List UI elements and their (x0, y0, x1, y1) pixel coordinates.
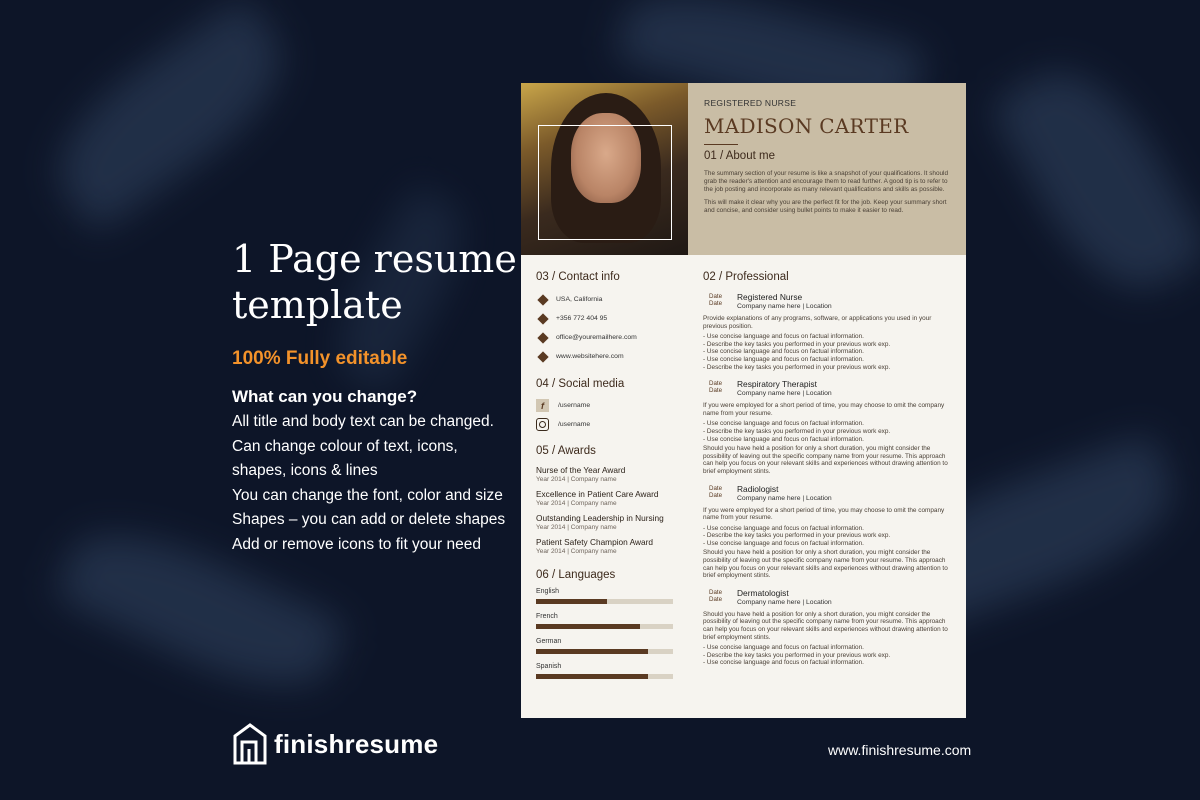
profile-photo (521, 83, 688, 255)
about-heading: 01 / About me (704, 150, 775, 162)
job-date: Date (709, 588, 723, 596)
job-bullet: - Use concise language and focus on factual information. (703, 355, 864, 363)
job-role: Registered Nurse (737, 292, 803, 302)
promo-panel (232, 236, 522, 557)
contact-phone (536, 309, 681, 328)
language-name: Spanish (536, 663, 562, 670)
social-list (536, 396, 681, 434)
award-item (536, 465, 681, 483)
job-bullet: - Use concise language and focus on factual information. (703, 420, 864, 428)
contact-heading: 03 / Contact info (536, 271, 620, 283)
job-entry (703, 379, 953, 475)
feature-item: shapes, icons & lines (232, 462, 378, 479)
language-item (536, 638, 681, 654)
awards-heading: 05 / Awards (536, 445, 596, 457)
job-bullets (703, 420, 953, 443)
award-name: Excellence in Patient Care Award (536, 489, 659, 499)
language-bar-fill (536, 599, 607, 604)
award-meta: Year 2014 | Company name (536, 476, 617, 483)
contact-website (536, 347, 681, 366)
diamond-bullet-icon (537, 332, 548, 343)
job-description: If you were employed for a short period of time, you may choose to omit the company name from your resume. (703, 506, 945, 522)
award-meta: Year 2014 | Company name (536, 548, 617, 555)
job-dates (703, 485, 737, 502)
finishresume-logo-icon (232, 722, 268, 766)
job-dates (703, 380, 737, 397)
job-date: Date (709, 380, 723, 388)
job-bullet: - Describe the key tasks you performed in your previous work exp. (703, 427, 891, 435)
award-item (536, 537, 681, 555)
job-date: Date (709, 293, 723, 300)
award-meta: Year 2014 | Company name (536, 524, 617, 531)
job-bullets (703, 525, 953, 548)
job-company: Company name here | Location (737, 494, 832, 502)
award-item (536, 513, 681, 531)
social-instagram (536, 415, 681, 434)
contact-text: USA, California (556, 296, 603, 303)
language-item (536, 663, 681, 679)
right-column (703, 271, 953, 667)
awards-list (536, 465, 681, 555)
about-text (704, 170, 954, 215)
award-meta: Year 2014 | Company name (536, 500, 617, 507)
social-heading: 04 / Social media (536, 378, 625, 390)
jobs-list (703, 292, 953, 667)
job-company: Company name here | Location (737, 303, 832, 310)
award-name: Nurse of the Year Award (536, 465, 626, 475)
job-date: Date (709, 300, 723, 308)
brand-name: finishresume (274, 728, 439, 759)
resume-preview (521, 83, 966, 718)
social-facebook (536, 396, 681, 415)
left-column (536, 271, 681, 688)
social-handle: /username (558, 421, 591, 428)
professional-heading: 02 / Professional (703, 271, 789, 283)
job-bullet: - Use concise language and focus on factual information. (703, 644, 864, 652)
language-name: German (536, 638, 562, 645)
job-entry (703, 484, 953, 580)
features-list (232, 410, 522, 557)
job-bullet: - Describe the key tasks you performed in your previous work exp. (703, 363, 891, 371)
feature-item: All title and body text can be changed. (232, 413, 494, 430)
job-date: Date (709, 596, 723, 604)
website-link[interactable]: www.finishresume.com (828, 742, 972, 758)
job-bullets (703, 333, 953, 371)
languages-heading: 06 / Languages (536, 569, 616, 581)
job-bullet: - Use concise language and focus on factual information. (703, 659, 864, 667)
language-bar-fill (536, 674, 648, 679)
language-bar (536, 674, 673, 679)
full-name: MADISON CARTER (704, 114, 909, 138)
feature-item: Can change colour of text, icons, (232, 437, 458, 455)
feature-item: You can change the font, color and size (232, 486, 503, 504)
job-bullet: - Use concise language and focus on factual information. (703, 435, 864, 443)
photo-frame (538, 125, 672, 240)
job-entry (703, 588, 953, 667)
job-role: Radiologist (737, 483, 779, 494)
feature-item: Shapes – you can add or delete shapes (232, 511, 506, 528)
editable-badge: 100% Fully editable (232, 348, 408, 369)
instagram-icon (536, 418, 549, 431)
job-description: If you were employed for a short period of time, you may choose to omit the company name from your resume. (703, 402, 945, 417)
job-description: Provide explanations of any programs, software, or applications you used in your previous position. (703, 315, 932, 330)
job-bullet: - Describe the key tasks you performed in your previous work exp. (703, 532, 891, 540)
language-name: English (536, 588, 559, 595)
job-role: Dermatologist (737, 587, 789, 598)
contact-text: office@youremailhere.com (556, 334, 637, 341)
job-company: Company name here | Location (737, 598, 832, 606)
job-extra: Should you have held a position for only a short duration, you might consider the possibility of leaving out the specific company name from your resume. This approach can help you focus on your relevant skills and experiences without drawing attention to brief employment stints. (703, 445, 948, 475)
job-bullet: - Describe the key tasks you performed in your previous work exp. (703, 651, 891, 659)
award-item (536, 489, 681, 507)
award-name: Outstanding Leadership in Nursing (536, 513, 664, 523)
promo-title: 1 Page resume template (232, 237, 517, 327)
job-dates (703, 293, 737, 310)
job-bullets (703, 644, 953, 667)
languages-list (536, 588, 681, 679)
diamond-bullet-icon (537, 294, 548, 305)
job-dates (703, 589, 737, 606)
job-company: Company name here | Location (737, 390, 832, 398)
diamond-bullet-icon (537, 313, 548, 324)
language-bar (536, 649, 673, 654)
features-heading: What can you change? (232, 387, 418, 406)
language-bar-fill (536, 624, 640, 629)
job-date: Date (709, 387, 723, 395)
job-title: REGISTERED NURSE (704, 98, 797, 108)
award-name: Patient Safety Champion Award (536, 537, 653, 547)
job-bullet: - Use concise language and focus on factual information. (703, 348, 864, 356)
job-date: Date (709, 484, 723, 492)
language-item (536, 613, 681, 629)
language-bar-fill (536, 649, 648, 654)
feature-item: Add or remove icons to fit your need (232, 535, 481, 553)
name-divider (704, 144, 738, 145)
job-entry (703, 292, 953, 371)
language-name: French (536, 613, 558, 620)
diamond-bullet-icon (537, 351, 548, 362)
contact-text: +356 772 404 95 (556, 315, 608, 322)
about-paragraph: The summary section of your resume is like a snapshot of your qualifications. It should grab the reader's attention and encourage them to read further. A good tip is to refer to the job posting and incorporate as many relevant qualifications and skills as possible. (704, 170, 949, 193)
job-date: Date (709, 491, 723, 499)
contact-list (536, 290, 681, 366)
job-role: Respiratory Therapist (737, 379, 817, 390)
language-bar (536, 599, 673, 604)
brand (232, 722, 438, 766)
job-extra: Should you have held a position for only a short duration, you might consider the possibility of leaving out the specific company name from your resume. This approach can help you focus on your relevant skills and experiences without drawing attention to brief employment stints. (703, 549, 948, 580)
language-item (536, 588, 681, 604)
job-bullet: - Use concise language and focus on factual information. (703, 539, 864, 547)
header-text (704, 98, 954, 215)
contact-location (536, 290, 681, 309)
contact-text: www.websitehere.com (556, 353, 624, 360)
social-handle: /username (558, 402, 591, 409)
job-bullet: - Use concise language and focus on factual information. (703, 524, 864, 532)
job-bullet: - Use concise language and focus on factual information. (703, 333, 864, 341)
contact-email (536, 328, 681, 347)
about-paragraph: This will make it clear why you are the perfect fit for the job. Keep your summary short and concise, and consider using bullet points to make it easier to read. (704, 199, 947, 215)
job-description: Should you have held a position for only a short duration, you might consider the possibility of leaving out the specific company name from your resume. This approach can help you focus on your relevant skills and experiences without drawing attention to brief employment stints. (703, 610, 948, 641)
job-bullet: - Describe the key tasks you performed in your previous work exp. (703, 340, 891, 348)
facebook-icon: f (536, 399, 549, 412)
language-bar (536, 624, 673, 629)
